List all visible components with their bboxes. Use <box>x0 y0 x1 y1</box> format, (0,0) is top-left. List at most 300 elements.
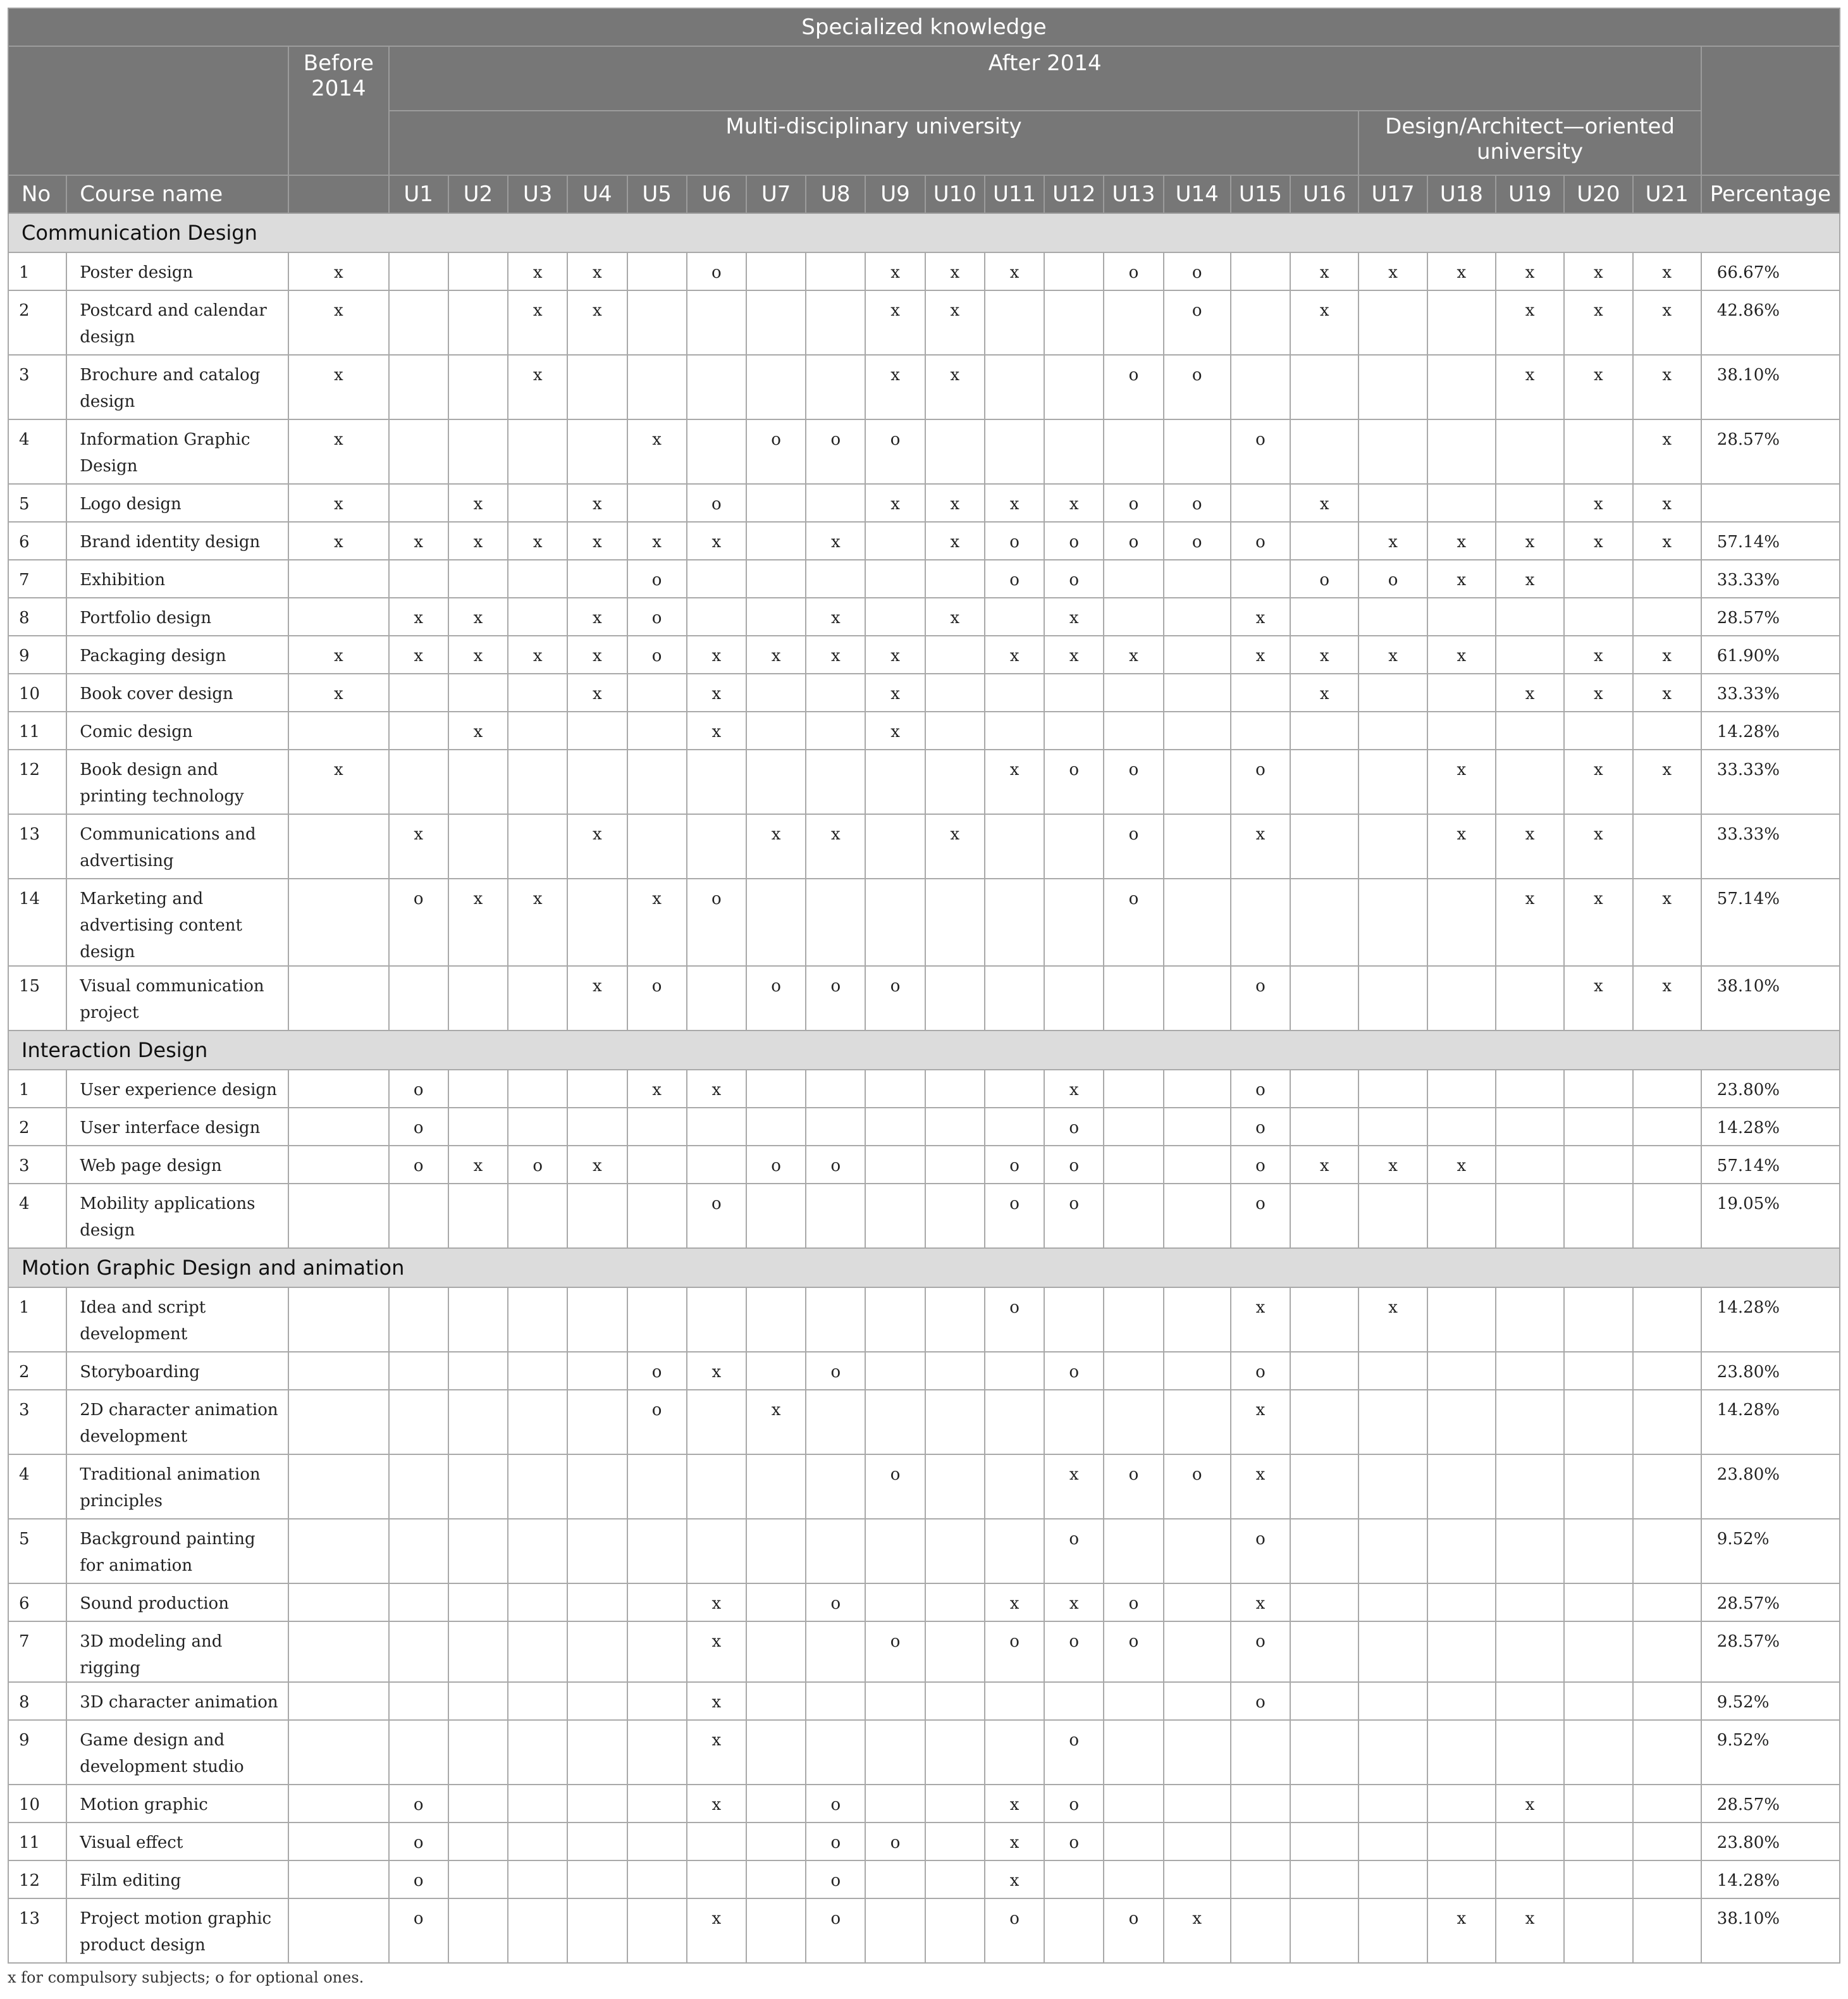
header-blank-right <box>1701 46 1840 175</box>
mark-u13 <box>1104 1720 1163 1785</box>
table-row <box>8 560 1840 598</box>
mark-u2 <box>448 1860 508 1898</box>
mark-u9 <box>865 1720 925 1785</box>
mark-u20: x <box>1564 355 1632 419</box>
mark-u1: x <box>389 522 448 560</box>
mark-u21 <box>1633 1390 1701 1454</box>
mark-u7 <box>746 598 806 636</box>
mark-u1 <box>389 966 448 1030</box>
course-name: Exhibition <box>66 560 288 598</box>
mark-u10: x <box>925 355 985 419</box>
mark-u2: x <box>448 712 508 750</box>
mark-u8: o <box>806 1860 865 1898</box>
column-header-u21: U21 <box>1633 175 1701 213</box>
mark-u2: x <box>448 1146 508 1184</box>
mark-u3 <box>508 598 567 636</box>
mark-u13 <box>1104 1108 1163 1146</box>
mark-u17 <box>1358 712 1427 750</box>
mark-u21: x <box>1633 355 1701 419</box>
mark-u14: o <box>1164 290 1231 355</box>
mark-u5 <box>627 1287 687 1352</box>
row-number: 6 <box>8 1583 66 1621</box>
specialized-knowledge-table <box>8 8 1840 1964</box>
mark-u9 <box>865 1583 925 1621</box>
mark-u13: o <box>1104 1454 1163 1519</box>
mark-u16 <box>1290 1287 1358 1352</box>
mark-u10 <box>925 674 985 712</box>
mark-u4 <box>567 1390 627 1454</box>
row-number: 2 <box>8 1108 66 1146</box>
mark-u7 <box>746 252 806 290</box>
mark-u21: x <box>1633 290 1701 355</box>
mark-u13: x <box>1104 636 1163 674</box>
mark-u19 <box>1496 1390 1564 1454</box>
before-2014-mark <box>288 1108 388 1146</box>
mark-u15 <box>1231 712 1290 750</box>
course-name: Traditional animation principles <box>66 1454 288 1519</box>
mark-u18: x <box>1427 1898 1496 1963</box>
mark-u5 <box>627 1146 687 1184</box>
percentage-value: 38.10% <box>1701 966 1840 1030</box>
mark-u13 <box>1104 674 1163 712</box>
mark-u4 <box>567 750 627 814</box>
mark-u7: x <box>746 814 806 879</box>
mark-u8 <box>806 750 865 814</box>
mark-u12 <box>1044 674 1104 712</box>
mark-u11: x <box>985 1823 1044 1860</box>
mark-u8: o <box>806 1583 865 1621</box>
mark-u13: o <box>1104 879 1163 966</box>
mark-u2 <box>448 1621 508 1682</box>
mark-u16 <box>1290 419 1358 484</box>
mark-u10 <box>925 1390 985 1454</box>
mark-u7 <box>746 1898 806 1963</box>
row-number: 13 <box>8 1898 66 1963</box>
row-number: 8 <box>8 1682 66 1720</box>
row-number: 10 <box>8 1785 66 1823</box>
mark-u9 <box>865 1287 925 1352</box>
mark-u18 <box>1427 1454 1496 1519</box>
column-header-u13: U13 <box>1104 175 1163 213</box>
mark-u9: o <box>865 966 925 1030</box>
mark-u18 <box>1427 1184 1496 1248</box>
section-header-row <box>8 1030 1840 1070</box>
mark-u1 <box>389 712 448 750</box>
mark-u10 <box>925 1352 985 1390</box>
mark-u14 <box>1164 1621 1231 1682</box>
mark-u14 <box>1164 1184 1231 1248</box>
header-before-2014: Before 2014 <box>288 46 388 175</box>
mark-u6 <box>687 1390 746 1454</box>
mark-u19 <box>1496 484 1564 522</box>
mark-u3: o <box>508 1146 567 1184</box>
column-header-no: No <box>8 175 66 213</box>
mark-u18 <box>1427 966 1496 1030</box>
before-2014-mark: x <box>288 636 388 674</box>
mark-u6 <box>687 966 746 1030</box>
mark-u11 <box>985 1390 1044 1454</box>
course-name: User interface design <box>66 1108 288 1146</box>
mark-u18 <box>1427 1390 1496 1454</box>
mark-u14 <box>1164 1287 1231 1352</box>
mark-u6: o <box>687 879 746 966</box>
mark-u14 <box>1164 1583 1231 1621</box>
header-multi-disciplinary: Multi-disciplinary university <box>389 111 1359 175</box>
mark-u3 <box>508 1785 567 1823</box>
mark-u11 <box>985 1720 1044 1785</box>
before-2014-mark <box>288 879 388 966</box>
before-2014-mark <box>288 1070 388 1108</box>
mark-u9 <box>865 814 925 879</box>
percentage-value: 23.80% <box>1701 1454 1840 1519</box>
mark-u2 <box>448 1720 508 1785</box>
mark-u14 <box>1164 1682 1231 1720</box>
mark-u4 <box>567 1352 627 1390</box>
mark-u12: x <box>1044 598 1104 636</box>
table-body <box>8 213 1840 1963</box>
mark-u1 <box>389 750 448 814</box>
mark-u20 <box>1564 1454 1632 1519</box>
mark-u18 <box>1427 1070 1496 1108</box>
mark-u10 <box>925 750 985 814</box>
mark-u19: x <box>1496 522 1564 560</box>
mark-u1 <box>389 674 448 712</box>
section-header-row <box>8 1248 1840 1287</box>
course-name: Communications and advertising <box>66 814 288 879</box>
mark-u4 <box>567 1860 627 1898</box>
mark-u3 <box>508 1454 567 1519</box>
mark-u3 <box>508 674 567 712</box>
before-2014-mark: x <box>288 484 388 522</box>
percentage-value: 57.14% <box>1701 522 1840 560</box>
section-title: Motion Graphic Design and animation <box>8 1248 1840 1287</box>
mark-u6: o <box>687 1184 746 1248</box>
before-2014-mark <box>288 598 388 636</box>
mark-u9 <box>865 1390 925 1454</box>
column-header-u17: U17 <box>1358 175 1427 213</box>
mark-u13 <box>1104 1146 1163 1184</box>
mark-u10: x <box>925 484 985 522</box>
table-row <box>8 484 1840 522</box>
mark-u19 <box>1496 966 1564 1030</box>
percentage-value: 57.14% <box>1701 1146 1840 1184</box>
mark-u19: x <box>1496 560 1564 598</box>
mark-u18 <box>1427 419 1496 484</box>
mark-u6 <box>687 1519 746 1583</box>
mark-u17 <box>1358 1682 1427 1720</box>
table-title: Specialized knowledge <box>8 8 1840 46</box>
header-after-2014: After 2014 <box>389 46 1701 111</box>
mark-u3: x <box>508 636 567 674</box>
mark-u7 <box>746 1583 806 1621</box>
mark-u9 <box>865 1785 925 1823</box>
percentage-value: 28.57% <box>1701 598 1840 636</box>
mark-u15: o <box>1231 966 1290 1030</box>
mark-u18: x <box>1427 252 1496 290</box>
mark-u16 <box>1290 522 1358 560</box>
mark-u15 <box>1231 1785 1290 1823</box>
table-row <box>8 1823 1840 1860</box>
mark-u18 <box>1427 1352 1496 1390</box>
mark-u3 <box>508 1108 567 1146</box>
mark-u6: x <box>687 1621 746 1682</box>
row-number: 9 <box>8 1720 66 1785</box>
mark-u11: o <box>985 522 1044 560</box>
mark-u3 <box>508 1860 567 1898</box>
mark-u3 <box>508 1352 567 1390</box>
percentage-value: 23.80% <box>1701 1352 1840 1390</box>
mark-u16 <box>1290 712 1358 750</box>
mark-u12: o <box>1044 1823 1104 1860</box>
mark-u7 <box>746 1108 806 1146</box>
table-row <box>8 1720 1840 1785</box>
mark-u14: o <box>1164 484 1231 522</box>
course-name: Mobility applications design <box>66 1184 288 1248</box>
header-blank <box>8 46 288 175</box>
mark-u19: x <box>1496 879 1564 966</box>
course-name: Film editing <box>66 1860 288 1898</box>
mark-u9 <box>865 1108 925 1146</box>
mark-u9: x <box>865 484 925 522</box>
mark-u11 <box>985 879 1044 966</box>
mark-u10 <box>925 1287 985 1352</box>
mark-u12: o <box>1044 1621 1104 1682</box>
mark-u20: x <box>1564 674 1632 712</box>
mark-u16 <box>1290 1823 1358 1860</box>
mark-u20: x <box>1564 522 1632 560</box>
mark-u17 <box>1358 1583 1427 1621</box>
mark-u8: o <box>806 1352 865 1390</box>
mark-u3 <box>508 966 567 1030</box>
mark-u4 <box>567 712 627 750</box>
mark-u6 <box>687 1108 746 1146</box>
mark-u8: o <box>806 1785 865 1823</box>
mark-u17 <box>1358 1621 1427 1682</box>
column-header-before-blank <box>288 175 388 213</box>
mark-u3 <box>508 1519 567 1583</box>
mark-u5: x <box>627 879 687 966</box>
mark-u7: o <box>746 419 806 484</box>
mark-u15: o <box>1231 750 1290 814</box>
mark-u5: o <box>627 560 687 598</box>
mark-u15: o <box>1231 1146 1290 1184</box>
before-2014-mark <box>288 1785 388 1823</box>
mark-u21 <box>1633 1823 1701 1860</box>
mark-u12 <box>1044 419 1104 484</box>
mark-u10 <box>925 966 985 1030</box>
mark-u6 <box>687 1823 746 1860</box>
row-number: 11 <box>8 712 66 750</box>
row-number: 3 <box>8 1390 66 1454</box>
mark-u15: o <box>1231 1184 1290 1248</box>
mark-u1 <box>389 484 448 522</box>
percentage-value: 14.28% <box>1701 1108 1840 1146</box>
mark-u12: x <box>1044 1070 1104 1108</box>
mark-u14: o <box>1164 252 1231 290</box>
column-header-u5: U5 <box>627 175 687 213</box>
mark-u19 <box>1496 1621 1564 1682</box>
mark-u19 <box>1496 712 1564 750</box>
mark-u17 <box>1358 1454 1427 1519</box>
mark-u14 <box>1164 1823 1231 1860</box>
mark-u5 <box>627 1184 687 1248</box>
mark-u3 <box>508 712 567 750</box>
course-name: Sound production <box>66 1583 288 1621</box>
mark-u20 <box>1564 560 1632 598</box>
mark-u13 <box>1104 560 1163 598</box>
mark-u16 <box>1290 1682 1358 1720</box>
mark-u10 <box>925 560 985 598</box>
percentage-value: 28.57% <box>1701 1785 1840 1823</box>
before-2014-mark <box>288 1682 388 1720</box>
course-name: Information Graphic Design <box>66 419 288 484</box>
mark-u15 <box>1231 560 1290 598</box>
column-header-percentage: Percentage <box>1701 175 1840 213</box>
mark-u16 <box>1290 879 1358 966</box>
mark-u4 <box>567 1070 627 1108</box>
before-2014-mark <box>288 1860 388 1898</box>
mark-u18 <box>1427 1108 1496 1146</box>
mark-u1: o <box>389 1146 448 1184</box>
mark-u3 <box>508 1682 567 1720</box>
mark-u2: x <box>448 484 508 522</box>
mark-u13: o <box>1104 750 1163 814</box>
mark-u6: x <box>687 1898 746 1963</box>
percentage-value: 23.80% <box>1701 1823 1840 1860</box>
mark-u13 <box>1104 712 1163 750</box>
mark-u16 <box>1290 750 1358 814</box>
mark-u11: o <box>985 560 1044 598</box>
mark-u6: x <box>687 712 746 750</box>
mark-u7 <box>746 1454 806 1519</box>
column-header-u14: U14 <box>1164 175 1231 213</box>
section-title: Interaction Design <box>8 1030 1840 1070</box>
mark-u7 <box>746 484 806 522</box>
mark-u20: x <box>1564 484 1632 522</box>
mark-u3: x <box>508 252 567 290</box>
mark-u18 <box>1427 879 1496 966</box>
mark-u1: o <box>389 1898 448 1963</box>
mark-u17 <box>1358 1070 1427 1108</box>
mark-u4 <box>567 560 627 598</box>
mark-u14 <box>1164 879 1231 966</box>
mark-u10 <box>925 1070 985 1108</box>
mark-u17: o <box>1358 560 1427 598</box>
mark-u8 <box>806 1720 865 1785</box>
mark-u5 <box>627 484 687 522</box>
mark-u7 <box>746 1621 806 1682</box>
mark-u16: x <box>1290 252 1358 290</box>
mark-u12 <box>1044 355 1104 419</box>
mark-u5 <box>627 1621 687 1682</box>
mark-u5 <box>627 1682 687 1720</box>
mark-u5 <box>627 1519 687 1583</box>
mark-u13: o <box>1104 1583 1163 1621</box>
mark-u8 <box>806 712 865 750</box>
row-number: 5 <box>8 484 66 522</box>
mark-u7 <box>746 879 806 966</box>
mark-u2 <box>448 1287 508 1352</box>
percentage-value: 28.57% <box>1701 1621 1840 1682</box>
mark-u18 <box>1427 1860 1496 1898</box>
mark-u20: x <box>1564 750 1632 814</box>
before-2014-mark: x <box>288 750 388 814</box>
mark-u3: x <box>508 879 567 966</box>
mark-u5 <box>627 355 687 419</box>
before-2014-mark: x <box>288 252 388 290</box>
mark-u5 <box>627 290 687 355</box>
mark-u5 <box>627 1823 687 1860</box>
before-2014-mark <box>288 966 388 1030</box>
mark-u13 <box>1104 1070 1163 1108</box>
mark-u19 <box>1496 598 1564 636</box>
column-header-u7: U7 <box>746 175 806 213</box>
mark-u18: x <box>1427 522 1496 560</box>
mark-u11: o <box>985 1898 1044 1963</box>
mark-u1 <box>389 355 448 419</box>
mark-u20 <box>1564 1519 1632 1583</box>
mark-u2 <box>448 814 508 879</box>
mark-u16 <box>1290 1785 1358 1823</box>
mark-u21 <box>1633 1108 1701 1146</box>
mark-u7: x <box>746 1390 806 1454</box>
row-number: 12 <box>8 1860 66 1898</box>
mark-u19 <box>1496 1860 1564 1898</box>
mark-u13 <box>1104 1184 1163 1248</box>
mark-u21 <box>1633 1287 1701 1352</box>
mark-u9: o <box>865 1454 925 1519</box>
mark-u19 <box>1496 1070 1564 1108</box>
mark-u12: o <box>1044 750 1104 814</box>
mark-u21: x <box>1633 750 1701 814</box>
mark-u1 <box>389 1352 448 1390</box>
row-number: 3 <box>8 355 66 419</box>
mark-u4: x <box>567 598 627 636</box>
mark-u12: o <box>1044 1519 1104 1583</box>
mark-u15: o <box>1231 1108 1290 1146</box>
mark-u9 <box>865 750 925 814</box>
mark-u11 <box>985 1108 1044 1146</box>
mark-u11: x <box>985 484 1044 522</box>
mark-u21 <box>1633 1519 1701 1583</box>
table-row <box>8 1390 1840 1454</box>
mark-u18 <box>1427 674 1496 712</box>
mark-u2 <box>448 1898 508 1963</box>
mark-u6 <box>687 290 746 355</box>
mark-u7 <box>746 750 806 814</box>
mark-u5: x <box>627 522 687 560</box>
mark-u9 <box>865 1860 925 1898</box>
mark-u9 <box>865 560 925 598</box>
mark-u19: x <box>1496 355 1564 419</box>
row-number: 2 <box>8 1352 66 1390</box>
mark-u21: x <box>1633 419 1701 484</box>
table-row <box>8 522 1840 560</box>
mark-u12: o <box>1044 1352 1104 1390</box>
mark-u21 <box>1633 1785 1701 1823</box>
table-row <box>8 814 1840 879</box>
mark-u21: x <box>1633 484 1701 522</box>
column-header-u15: U15 <box>1231 175 1290 213</box>
before-2014-mark <box>288 1146 388 1184</box>
mark-u5 <box>627 252 687 290</box>
mark-u4: x <box>567 966 627 1030</box>
mark-u8: x <box>806 814 865 879</box>
course-name: Comic design <box>66 712 288 750</box>
mark-u7 <box>746 1823 806 1860</box>
row-number: 3 <box>8 1146 66 1184</box>
mark-u10 <box>925 712 985 750</box>
